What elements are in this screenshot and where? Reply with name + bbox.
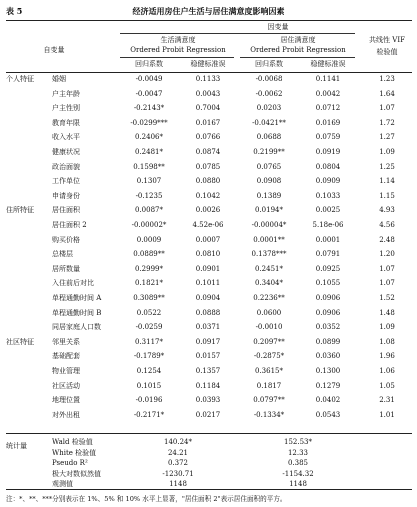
life-coef: 0.1015	[136, 381, 162, 390]
residence-se: 0.0759	[315, 133, 341, 142]
residence-se: 0.0804	[315, 162, 341, 171]
top-rule	[6, 20, 412, 21]
residence-se: 0.0543	[315, 410, 341, 419]
variable-name: 居住面积	[52, 206, 80, 215]
variable-name: 地理位置	[52, 396, 80, 405]
independent-variable-header: 自变量	[43, 46, 65, 54]
life-se: 0.0371	[195, 323, 221, 332]
life-coef: 0.3089**	[133, 294, 165, 302]
statistic-name: Wald 检验值	[52, 438, 93, 446]
life-coef: -0.1235	[135, 191, 163, 200]
life-statistic: -1230.71	[162, 469, 194, 478]
residence-statistic: 152.53*	[284, 438, 312, 446]
variable-name: 户主年龄	[52, 89, 80, 98]
residence-coef: 0.2451*	[255, 264, 283, 273]
life-coef: 0.0087*	[135, 206, 163, 215]
life-coef: -0.00002*	[131, 221, 167, 229]
vif-value: 1.64	[379, 89, 395, 98]
coef-header-residence: 回归系数	[255, 60, 283, 68]
residence-se: 0.0712	[315, 104, 341, 113]
residence-coef: 0.0600	[256, 308, 282, 317]
life-statistic: 0.372	[167, 459, 189, 468]
vif-value: 1.07	[379, 104, 395, 113]
residence-coef: 0.0688	[256, 133, 282, 142]
variable-name: 单程通勤时间 A	[52, 294, 102, 302]
variable-name: 社区活动	[52, 381, 80, 390]
vif-value: 1.09	[379, 148, 395, 156]
coef-header-life: 回归系数	[135, 60, 163, 68]
life-coef: -0.2143*	[133, 104, 165, 113]
residence-se: 0.0025	[315, 206, 341, 215]
vif-value: 1.07	[379, 279, 395, 288]
residence-coef: 0.2097**	[253, 337, 285, 346]
life-coef: 0.2481*	[135, 148, 163, 156]
life-coef: 0.0522	[136, 308, 162, 317]
variable-name: 购买价格	[52, 235, 80, 244]
residence-se: 0.1033	[315, 191, 341, 200]
residence-coef: 0.1389	[256, 191, 282, 200]
variable-name: 物业管理	[52, 367, 80, 375]
residence-se: 0.0906	[315, 294, 341, 302]
variable-name: 工作单位	[52, 177, 80, 186]
residence-se: 0.0169	[315, 118, 341, 127]
variable-name: 入住前后对比	[52, 279, 94, 288]
life-statistic: 1148	[169, 480, 187, 489]
variable-name: 邻里关系	[52, 337, 80, 346]
life-coef: 0.0009	[136, 235, 162, 244]
se-header-residence: 稳健标准误	[310, 60, 346, 68]
statistic-name: 极大对数似然值	[52, 469, 101, 478]
residence-se: 0.0919	[315, 148, 341, 156]
life-coef: 0.0889**	[133, 250, 165, 259]
life-model-header: Ordered Probit Regression	[130, 46, 226, 54]
residence-coef: 0.2199**	[253, 148, 285, 156]
residence-statistic: 12.33	[287, 448, 309, 457]
life-se: 0.0904	[195, 294, 221, 302]
vif-header: 共线性 VIF	[369, 36, 405, 44]
residence-se: 0.1055	[315, 279, 341, 288]
group-label: 个人特征	[6, 75, 34, 83]
vif-value: 1.15	[379, 191, 395, 200]
residence-coef: 0.0797**	[253, 396, 285, 405]
group-label: 住所特征	[6, 206, 34, 215]
variable-name: 教育年限	[52, 118, 80, 127]
table-title: 经济适用房住户生活与居住满意度影响因素	[132, 6, 285, 16]
life-se: 0.1042	[195, 191, 221, 200]
residence-coef: -0.00004*	[251, 221, 287, 229]
variable-name: 户主性别	[52, 104, 80, 113]
vif-value: 1.07	[379, 264, 395, 273]
life-sub-rule	[120, 57, 234, 58]
residence-sub-rule	[240, 57, 355, 58]
residence-coef: 0.2236**	[253, 294, 285, 302]
vif-value: 4.56	[379, 221, 395, 229]
life-coef: 0.1598**	[133, 162, 165, 171]
residence-coef: 0.3615*	[255, 367, 283, 375]
variable-name: 总楼层	[52, 250, 73, 259]
life-se: 0.0901	[195, 264, 221, 273]
variable-name: 单程通勤时间 B	[52, 308, 102, 317]
dep-var-rule	[120, 33, 355, 34]
life-se: 0.0888	[195, 308, 221, 317]
residence-coef: 0.1817	[256, 381, 282, 390]
residence-se: 0.0360	[315, 352, 341, 361]
life-se: 0.1357	[195, 367, 221, 375]
life-se: 0.0217	[195, 410, 221, 419]
vif-subheader: 检验值	[376, 48, 398, 56]
life-coef: -0.0047	[135, 89, 163, 98]
variable-name: 居住面积 2	[52, 221, 87, 229]
vif-value: 1.48	[379, 308, 395, 317]
variable-name: 婚姻	[52, 75, 66, 83]
vif-value: 4.93	[379, 206, 395, 215]
residence-coef: -0.0421**	[252, 118, 286, 127]
residence-se: 0.1279	[315, 381, 341, 390]
residence-coef: 0.0194*	[255, 206, 283, 215]
life-se: 0.0766	[195, 133, 221, 142]
residence-se: 0.0899	[315, 337, 341, 346]
vif-value: 1.72	[379, 118, 395, 127]
life-se: 4.52e-06	[192, 221, 224, 229]
residence-coef: 0.1378***	[251, 250, 287, 259]
group-label: 统计量	[6, 442, 27, 450]
life-statistic: 24.21	[167, 448, 189, 457]
life-se: 0.0043	[195, 89, 221, 98]
residence-coef: -0.2875*	[253, 352, 285, 361]
life-se: 0.0393	[195, 396, 221, 405]
residence-coef: 0.3404*	[255, 279, 283, 288]
residence-se: 0.0001	[315, 235, 341, 244]
residence-coef: 0.0001**	[253, 235, 285, 244]
life-se: 0.1184	[195, 381, 221, 390]
vif-value: 1.52	[379, 294, 395, 302]
residence-se: 0.0925	[315, 264, 341, 273]
vif-value: 1.06	[379, 367, 395, 375]
residence-se: 0.0791	[315, 250, 341, 259]
vif-value: 1.14	[379, 177, 395, 186]
bottom-rule	[6, 489, 412, 490]
residence-se: 0.0402	[315, 396, 341, 405]
vif-value: 2.31	[379, 396, 395, 405]
variable-name: 对外出租	[52, 410, 80, 419]
residence-se: 0.0352	[315, 323, 341, 332]
residence-se: 0.0042	[315, 89, 341, 98]
statistic-name: White 检验值	[52, 448, 97, 457]
life-coef: -0.0259	[135, 323, 163, 332]
life-se: 0.0917	[195, 337, 221, 346]
residence-coef: 0.0203	[256, 104, 282, 113]
dependent-variable-header: 因变量	[267, 23, 289, 31]
variable-name: 基础配套	[52, 352, 80, 361]
residence-coef: -0.0068	[255, 75, 283, 83]
variable-name: 健康状况	[52, 148, 80, 156]
life-coef: -0.2171*	[133, 410, 165, 419]
vif-value: 1.25	[379, 162, 395, 171]
life-coef: 0.1821*	[135, 279, 163, 288]
vif-value: 1.27	[379, 133, 395, 142]
residence-se: 0.1141	[315, 75, 341, 83]
vif-value: 1.96	[379, 352, 395, 361]
table-number: 表 5	[6, 6, 23, 16]
residence-statistic: 0.385	[287, 459, 309, 468]
vif-value: 1.08	[379, 337, 395, 346]
life-coef: -0.1789*	[133, 352, 165, 361]
statistic-name: 观测值	[52, 480, 73, 489]
life-statistic: 140.24*	[164, 438, 192, 446]
life-se: 0.7004	[195, 104, 221, 113]
variable-name: 收入水平	[52, 133, 80, 142]
life-satisfaction-header: 生活满意度	[160, 36, 196, 44]
life-se: 0.1011	[195, 279, 221, 288]
header-rule	[6, 72, 412, 73]
life-se: 0.0007	[195, 235, 221, 244]
residence-statistic: -1154.32	[282, 469, 314, 478]
group-label: 社区特征	[6, 337, 34, 346]
residence-statistic: 1148	[289, 480, 307, 489]
life-coef: -0.0196	[135, 396, 163, 405]
residence-se: 5.18e-06	[312, 221, 344, 229]
residence-se: 0.0909	[315, 177, 341, 186]
vif-value: 2.48	[379, 235, 395, 244]
life-se: 0.0810	[195, 250, 221, 259]
vif-value: 1.01	[379, 410, 395, 419]
table-note: 注：*、**、***分别表示在 1%、5% 和 10% 水平上显著，"居住面积 2"表示居住面积的平方。	[6, 495, 287, 503]
life-coef: 0.3117*	[135, 337, 163, 346]
variable-name: 政治面貌	[52, 162, 80, 171]
residence-coef: -0.1334*	[253, 410, 285, 419]
residence-coef: -0.0062	[255, 89, 283, 98]
variable-name: 居所数量	[52, 264, 80, 273]
life-se: 0.0880	[195, 177, 221, 186]
life-se: 0.1133	[195, 75, 221, 83]
residence-satisfaction-header: 居住满意度	[280, 36, 316, 44]
life-coef: 0.2406*	[135, 133, 163, 142]
life-se: 0.0167	[195, 118, 221, 127]
residence-coef: 0.0908	[256, 177, 282, 186]
vif-value: 1.20	[379, 250, 395, 259]
life-se: 0.0874	[195, 148, 221, 156]
residence-coef: -0.0010	[255, 323, 283, 332]
life-coef: 0.2999*	[135, 264, 163, 273]
residence-model-header: Ordered Probit Regression	[250, 46, 346, 54]
residence-se: 0.0906	[315, 308, 341, 317]
life-coef: 0.1307	[136, 177, 162, 186]
statistic-name: Pseudo R²	[52, 459, 88, 468]
vif-value: 1.09	[379, 323, 395, 332]
variable-name: 申请身份	[52, 191, 80, 200]
life-coef: -0.0299***	[130, 118, 168, 127]
life-se: 0.0026	[195, 206, 221, 215]
variable-name: 同居家庭人口数	[52, 323, 101, 332]
life-coef: 0.1254	[136, 367, 162, 375]
residence-se: 0.1300	[315, 367, 341, 375]
stats-rule	[6, 433, 412, 434]
se-header-life: 稳健标准误	[190, 60, 226, 68]
vif-value: 1.23	[379, 75, 395, 83]
life-se: 0.0157	[195, 352, 221, 361]
residence-coef: 0.0765	[256, 162, 282, 171]
life-se: 0.0785	[195, 162, 221, 171]
life-coef: -0.0049	[135, 75, 163, 83]
vif-value: 1.05	[379, 381, 395, 390]
